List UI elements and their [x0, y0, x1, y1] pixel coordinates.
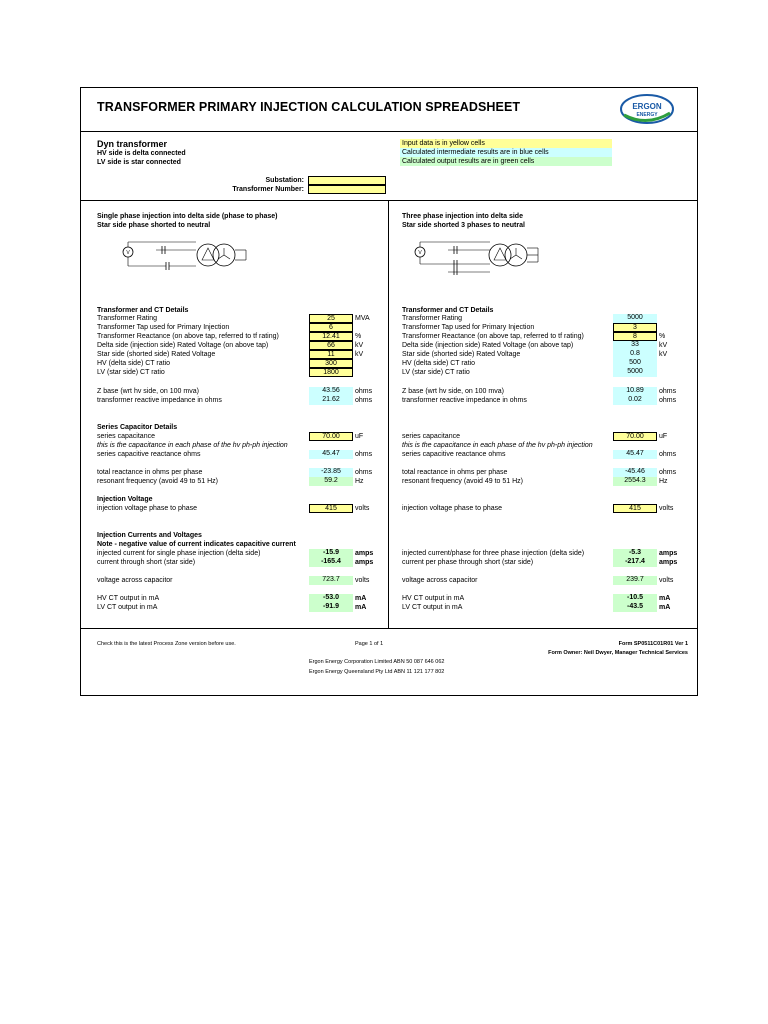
- left-lv-out-value: -91.9: [309, 603, 353, 612]
- left-hv-out-value: -53.0: [309, 594, 353, 603]
- left-xtf-unit: ohms: [355, 397, 373, 404]
- right-fres-value: 2554.3: [613, 477, 657, 486]
- right-zbase-value: 10.89: [613, 387, 657, 396]
- left-hv-out-unit: mA: [355, 595, 367, 602]
- left-fres-value: 59.2: [309, 477, 353, 486]
- divider: [80, 131, 698, 132]
- right-rating-label: Transformer Rating: [402, 315, 463, 322]
- left-xtot-label: total reactance in ohms per phase: [97, 469, 203, 476]
- right-star-voltage-unit: kV: [659, 351, 668, 358]
- left-i-short-unit: amps: [355, 559, 374, 566]
- right-fres-unit: Hz: [659, 478, 668, 485]
- left-lv-out-unit: mA: [355, 604, 367, 611]
- right-delta-voltage-label: Delta side (injection side) Rated Voltage (on above tap): [402, 342, 574, 349]
- footer-corporation-1: Ergon Energy Corporation Limited ABN 50 087 646 062: [309, 659, 445, 665]
- right-lv-out-value: -43.5: [613, 603, 657, 612]
- left-reactance-label: Transformer Reactance (on above tap, referred to tf rating): [97, 333, 279, 340]
- left-cap-note: this is the capacitance in each phase of the hv ph-ph injection: [97, 442, 288, 449]
- left-currents-heading: Injection Currents and Voltages: [97, 532, 202, 539]
- left-star-voltage-label: Star side (shorted side) Rated Voltage: [97, 351, 216, 358]
- left-lv-ct-input[interactable]: 1800: [309, 368, 353, 377]
- left-hv-out-label: HV CT output in mA: [97, 595, 160, 602]
- right-cap-input[interactable]: 70.00: [613, 432, 657, 441]
- legend-output: Calculated output results are in green cells: [400, 157, 612, 166]
- right-xtot-value: -45.46: [613, 468, 657, 477]
- right-reactance-unit: %: [659, 333, 666, 340]
- left-xtf-label: transformer reactive impedance in ohms: [97, 397, 222, 404]
- left-lv-out-label: LV CT output in mA: [97, 604, 158, 611]
- right-rating-value: 5000: [613, 314, 657, 323]
- left-i-short-label: current through short (star side): [97, 559, 196, 566]
- right-lv-ct-value: 5000: [613, 368, 657, 377]
- svg-text:V: V: [418, 250, 422, 256]
- left-xc-value: 45.47: [309, 450, 353, 459]
- right-heading-1: Three phase injection into delta side: [402, 213, 523, 220]
- legend-intermediate: Calculated intermediate results are in blue cells: [400, 148, 612, 157]
- left-tap-label: Transformer Tap used for Primary Injection: [97, 324, 230, 331]
- footer-form-owner: Form Owner: Neil Dwyer, Manager Technical Services: [548, 650, 688, 656]
- right-injection-input[interactable]: 415: [613, 504, 657, 513]
- left-xc-label: series capacitive reactance ohms: [97, 451, 201, 458]
- left-zbase-unit: ohms: [355, 388, 373, 395]
- divider: [80, 200, 698, 201]
- left-hv-ct-input[interactable]: 300: [309, 359, 353, 368]
- right-i-inj-unit: amps: [659, 550, 678, 557]
- right-hv-ct-value: 500: [613, 359, 657, 368]
- left-vcap-label: voltage across capacitor: [97, 577, 173, 584]
- substation-label: Substation:: [265, 177, 304, 184]
- left-lv-ct-label: LV (star side) CT ratio: [97, 369, 165, 376]
- svg-text:V: V: [126, 250, 130, 256]
- right-xc-value: 45.47: [613, 450, 657, 459]
- left-injection-input[interactable]: 415: [309, 504, 353, 513]
- right-hv-out-value: -10.5: [613, 594, 657, 603]
- left-heading-1: Single phase injection into delta side (phase to phase): [97, 213, 278, 220]
- svg-text:ENERGY: ENERGY: [636, 112, 658, 118]
- page-title: TRANSFORMER PRIMARY INJECTION CALCULATION SPREADSHEET: [97, 100, 521, 114]
- right-heading-2: Star side shorted 3 phases to neutral: [402, 222, 525, 229]
- ergon-energy-logo: [618, 93, 676, 125]
- right-delta-voltage-value: 33: [613, 341, 657, 350]
- right-xc-unit: ohms: [659, 451, 677, 458]
- left-star-voltage-input[interactable]: 11: [309, 350, 353, 359]
- left-currents-note: Note - negative value of current indicates capacitive current: [97, 541, 296, 548]
- right-tap-input[interactable]: 3: [613, 323, 657, 332]
- left-tap-input[interactable]: 6: [309, 323, 353, 332]
- right-tap-label: Transformer Tap used for Primary Injection: [402, 324, 535, 331]
- svg-text:ERGON: ERGON: [632, 102, 662, 111]
- left-delta-voltage-input[interactable]: 66: [309, 341, 353, 350]
- left-fres-unit: Hz: [355, 478, 364, 485]
- single-phase-circuit-diagram: [118, 240, 268, 276]
- left-cap-input[interactable]: 70.00: [309, 432, 353, 441]
- right-reactance-input[interactable]: 8: [613, 332, 657, 341]
- left-star-voltage-unit: kV: [355, 351, 364, 358]
- right-i-short-value: -217.4: [613, 558, 657, 567]
- dyn-heading: Dyn transformer: [97, 139, 168, 149]
- transformer-number-input[interactable]: [308, 185, 386, 194]
- right-xtot-label: total reactance in ohms per phase: [402, 469, 508, 476]
- left-cap-label: series capacitance: [97, 433, 155, 440]
- right-lv-ct-label: LV (star side) CT ratio: [402, 369, 470, 376]
- left-xtot-value: -23.85: [309, 468, 353, 477]
- right-i-inj-value: -5.3: [613, 549, 657, 558]
- left-xtf-value: 21.62: [309, 396, 353, 405]
- right-vcap-value: 239.7: [613, 576, 657, 585]
- left-reactance-input[interactable]: 12.41: [309, 332, 353, 341]
- right-star-voltage-value: 0.8: [613, 350, 657, 359]
- lv-note: LV side is star connected: [97, 159, 181, 166]
- right-i-short-label: current per phase through short (star side): [402, 559, 534, 566]
- right-i-inj-label: injected current/phase for three phase injection (delta side): [402, 550, 585, 557]
- left-vcap-unit: volts: [355, 577, 370, 584]
- right-injection-label: injection voltage phase to phase: [402, 505, 503, 512]
- right-lv-out-label: LV CT output in mA: [402, 604, 463, 611]
- column-divider: [388, 200, 389, 628]
- footer-form-id: Form SP0511C01R01 Ver 1: [618, 641, 688, 647]
- right-injection-unit: volts: [659, 505, 674, 512]
- right-hv-out-label: HV CT output in mA: [402, 595, 465, 602]
- left-xtot-unit: ohms: [355, 469, 373, 476]
- footer-check-note: Check this is the latest Process Zone version before use.: [97, 641, 236, 647]
- hv-note: HV side is delta connected: [97, 150, 186, 157]
- right-details-heading: Transformer and CT Details: [402, 307, 494, 314]
- right-star-voltage-label: Star side (shorted side) Rated Voltage: [402, 351, 521, 358]
- right-vcap-label: voltage across capacitor: [402, 577, 478, 584]
- right-reactance-label: Transformer Reactance (on above tap, referred to tf rating): [402, 333, 584, 340]
- right-cap-note: this is the capacitance in each phase of the hv ph-ph injection: [402, 442, 593, 449]
- footer-corporation-2: Ergon Energy Queensland Pty Ltd ABN 11 121 177 802: [309, 669, 445, 675]
- left-zbase-label: Z base (wrt hv side, on 100 mva): [97, 388, 199, 395]
- left-reactance-unit: %: [355, 333, 362, 340]
- left-hv-ct-label: HV (delta side) CT ratio: [97, 360, 171, 367]
- legend-input: Input data is in yellow cells: [400, 139, 612, 148]
- left-rating-input[interactable]: 25: [309, 314, 353, 323]
- right-xc-label: series capacitive reactance ohms: [402, 451, 506, 458]
- right-vcap-unit: volts: [659, 577, 674, 584]
- three-phase-circuit-diagram: [410, 240, 560, 276]
- left-delta-voltage-unit: kV: [355, 342, 364, 349]
- left-vcap-value: 723.7: [309, 576, 353, 585]
- left-xc-unit: ohms: [355, 451, 373, 458]
- left-zbase-value: 43.56: [309, 387, 353, 396]
- left-cap-unit: uF: [355, 433, 364, 440]
- left-i-inj-value: -15.9: [309, 549, 353, 558]
- divider: [80, 628, 698, 629]
- right-xtf-unit: ohms: [659, 397, 677, 404]
- right-cap-label: series capacitance: [402, 433, 460, 440]
- footer-page-number: Page 1 of 1: [355, 641, 384, 647]
- left-rating-unit: MVA: [355, 315, 370, 322]
- left-injection-heading: Injection Voltage: [97, 496, 153, 503]
- left-delta-voltage-label: Delta side (injection side) Rated Voltage (on above tap): [97, 342, 269, 349]
- right-hv-out-unit: mA: [659, 595, 671, 602]
- right-xtf-value: 0.02: [613, 396, 657, 405]
- right-delta-voltage-unit: kV: [659, 342, 668, 349]
- substation-input[interactable]: [308, 176, 386, 185]
- right-fres-label: resonant frequency (avoid 49 to 51 Hz): [402, 478, 524, 485]
- right-cap-unit: uF: [659, 433, 668, 440]
- left-i-inj-unit: amps: [355, 550, 374, 557]
- right-xtot-unit: ohms: [659, 469, 677, 476]
- left-injection-label: injection voltage phase to phase: [97, 505, 198, 512]
- right-hv-ct-label: HV (delta side) CT ratio: [402, 360, 476, 367]
- left-i-inj-label: injected current for single phase injection (delta side): [97, 550, 261, 557]
- left-rating-label: Transformer Rating: [97, 315, 158, 322]
- left-details-heading: Transformer and CT Details: [97, 307, 189, 314]
- right-zbase-unit: ohms: [659, 388, 677, 395]
- right-zbase-label: Z base (wrt hv side, on 100 mva): [402, 388, 504, 395]
- left-i-short-value: -165.4: [309, 558, 353, 567]
- left-capacitor-heading: Series Capacitor Details: [97, 424, 178, 431]
- left-heading-2: Star side phase shorted to neutral: [97, 222, 211, 229]
- transformer-number-label: Transformer Number:: [232, 186, 304, 193]
- left-injection-unit: volts: [355, 505, 370, 512]
- right-i-short-unit: amps: [659, 559, 678, 566]
- left-fres-label: resonant frequency (avoid 49 to 51 Hz): [97, 478, 219, 485]
- right-lv-out-unit: mA: [659, 604, 671, 611]
- right-xtf-label: transformer reactive impedance in ohms: [402, 397, 527, 404]
